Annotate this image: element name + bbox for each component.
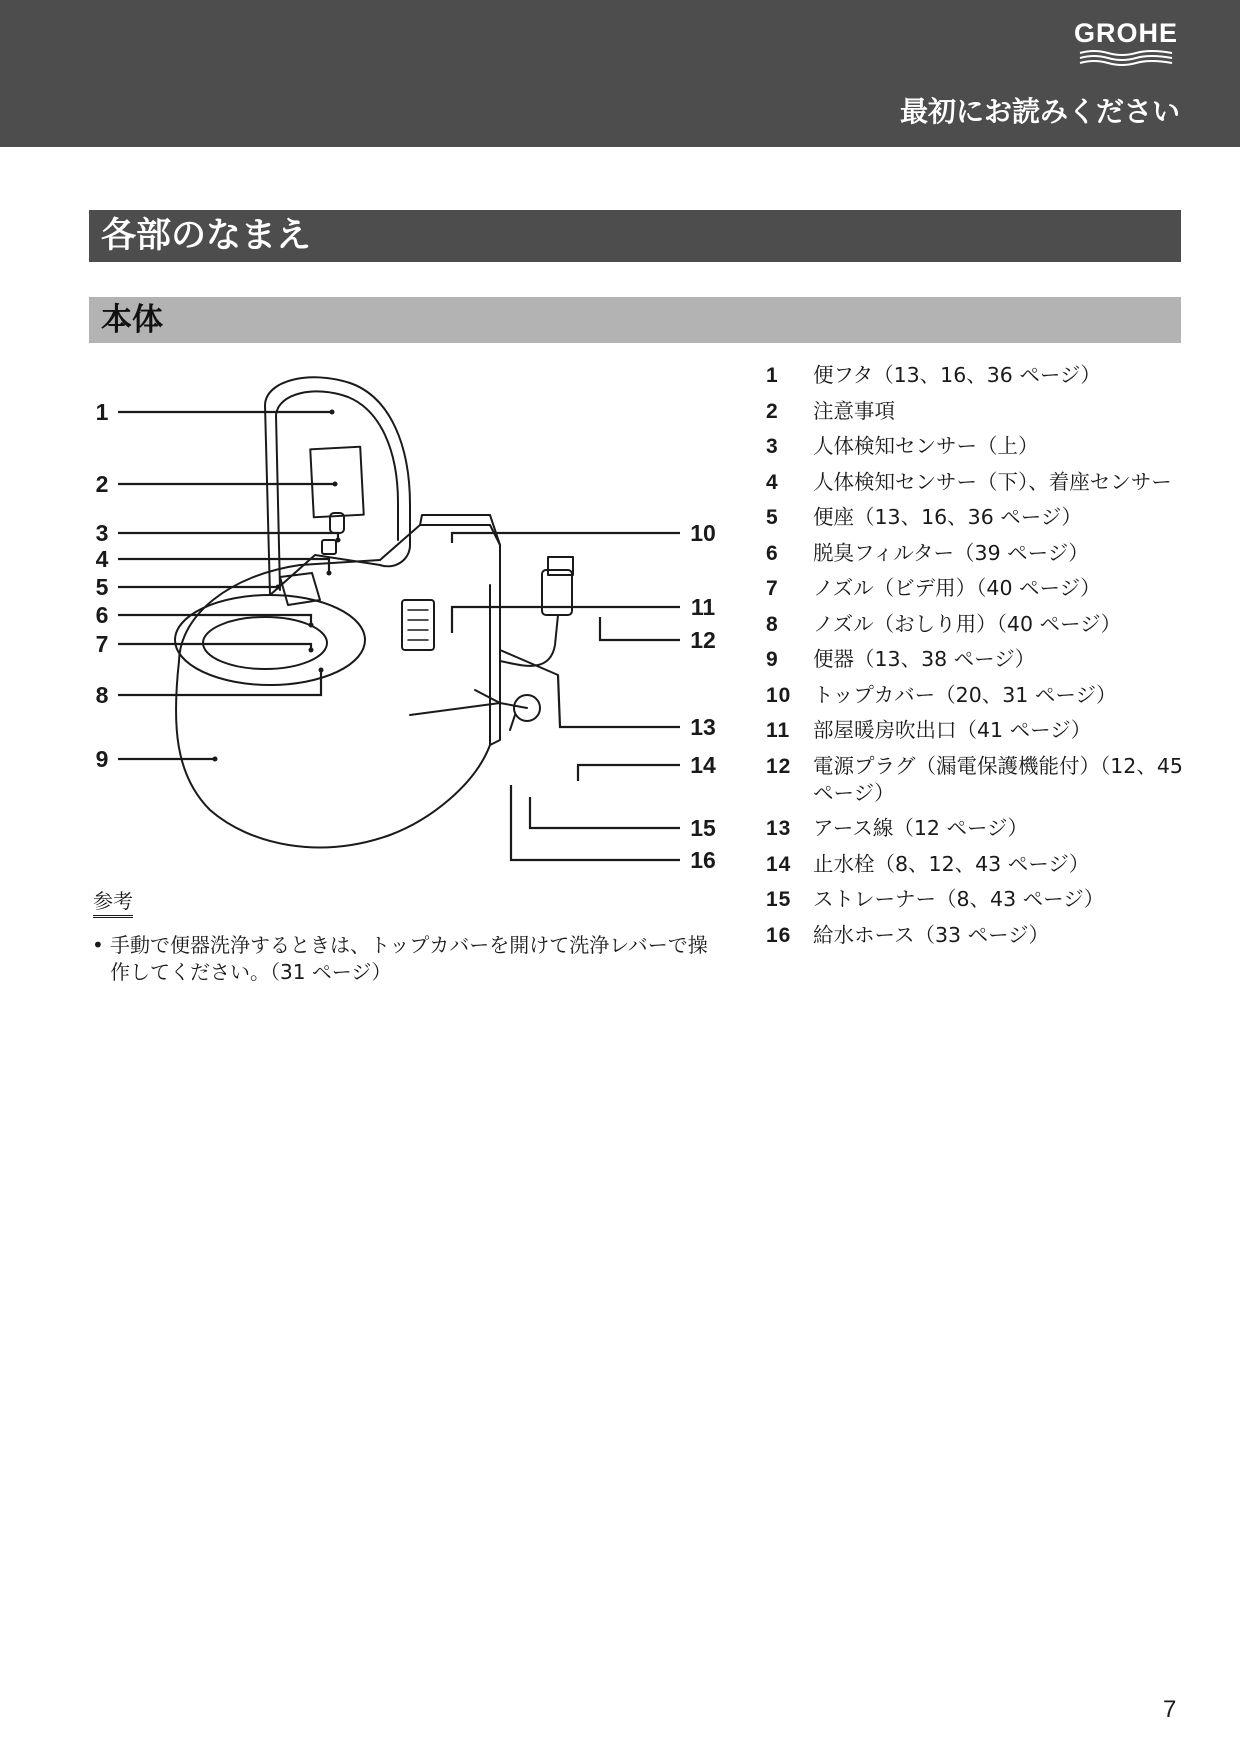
callout-14: 14 — [690, 752, 716, 778]
callout-9: 9 — [95, 746, 109, 772]
header-title: 最初にお読みください — [899, 95, 1180, 128]
grohe-logo — [1070, 18, 1182, 74]
sub-title: 本体 — [89, 297, 1181, 343]
warning-label — [310, 447, 363, 518]
list-item: 5 便座（13、16、36 ページ） — [766, 505, 1082, 529]
page-number: 7 — [1163, 1696, 1177, 1723]
note-heading: 参考 — [93, 888, 133, 918]
callout-3: 3 — [95, 520, 109, 546]
callout-11: 11 — [690, 594, 716, 620]
list-item: 8 ノズル（おしり用）（40 ページ） — [766, 611, 1122, 636]
list-item: 6 脱臭フィルター（39 ページ） — [766, 540, 1089, 565]
top-cover-outline — [420, 515, 500, 545]
list-item: 13 アース線（12 ページ） — [766, 816, 1029, 840]
list-item: 11 部屋暖房吹出口（41 ページ） — [766, 718, 1092, 742]
callout-1: 1 — [95, 399, 109, 425]
list-item: 12 電源プラグ（漏電保護機能付）（12、45 ページ） — [766, 753, 1183, 805]
parts-list — [766, 362, 1186, 957]
callout-2: 2 — [95, 471, 109, 497]
list-item: 2 注意事項 — [766, 398, 895, 423]
power-cord — [500, 615, 558, 666]
list-item: 16 給水ホース（33 ページ） — [766, 922, 1050, 947]
note-text — [92, 932, 722, 986]
list-item: 7 ノズル（ビデ用）（40 ページ） — [766, 576, 1101, 600]
callout-4: 4 — [95, 546, 109, 572]
callout-12: 12 — [690, 627, 716, 653]
bullet: • — [92, 933, 104, 957]
sensor-lower — [322, 540, 336, 554]
list-item: 3 人体検知センサー（上） — [766, 434, 1039, 458]
header-bar — [0, 0, 1240, 147]
note-body: 手動で便器洗浄するときは、トップカバーを開けて洗浄レバーで操作してください。（31 ページ） — [110, 933, 708, 984]
callout-15: 15 — [690, 815, 716, 841]
logo-waves-icon — [1076, 48, 1176, 68]
section-title: 各部のなまえ — [89, 210, 1181, 262]
list-item: 4 人体検知センサー（下）、着座センサー — [766, 469, 1172, 494]
supply-hose — [410, 690, 500, 715]
nozzle-area — [280, 573, 320, 605]
callout-5: 5 — [95, 574, 109, 600]
power-plug — [542, 570, 572, 615]
heater-outlet — [402, 600, 434, 650]
callout-16: 16 — [690, 847, 716, 873]
list-item: 10 トップカバー（20、31 ページ） — [766, 682, 1117, 707]
callout-6: 6 — [95, 602, 109, 628]
wall-socket — [548, 557, 573, 575]
list-item: 14 止水栓（8、12、43 ページ） — [766, 851, 1090, 876]
list-item: 1 便フタ（13、16、36 ページ） — [766, 363, 1101, 387]
callout-13: 13 — [690, 714, 716, 740]
list-item: 15 ストレーナー（8、43 ページ） — [766, 887, 1105, 911]
callout-7: 7 — [95, 631, 109, 657]
list-item: 9 便器（13、38 ページ） — [766, 647, 1036, 671]
logo-text: GROHE — [1073, 18, 1178, 48]
callout-10: 10 — [690, 520, 716, 546]
toilet-diagram — [80, 365, 740, 885]
callout-8: 8 — [95, 682, 109, 708]
